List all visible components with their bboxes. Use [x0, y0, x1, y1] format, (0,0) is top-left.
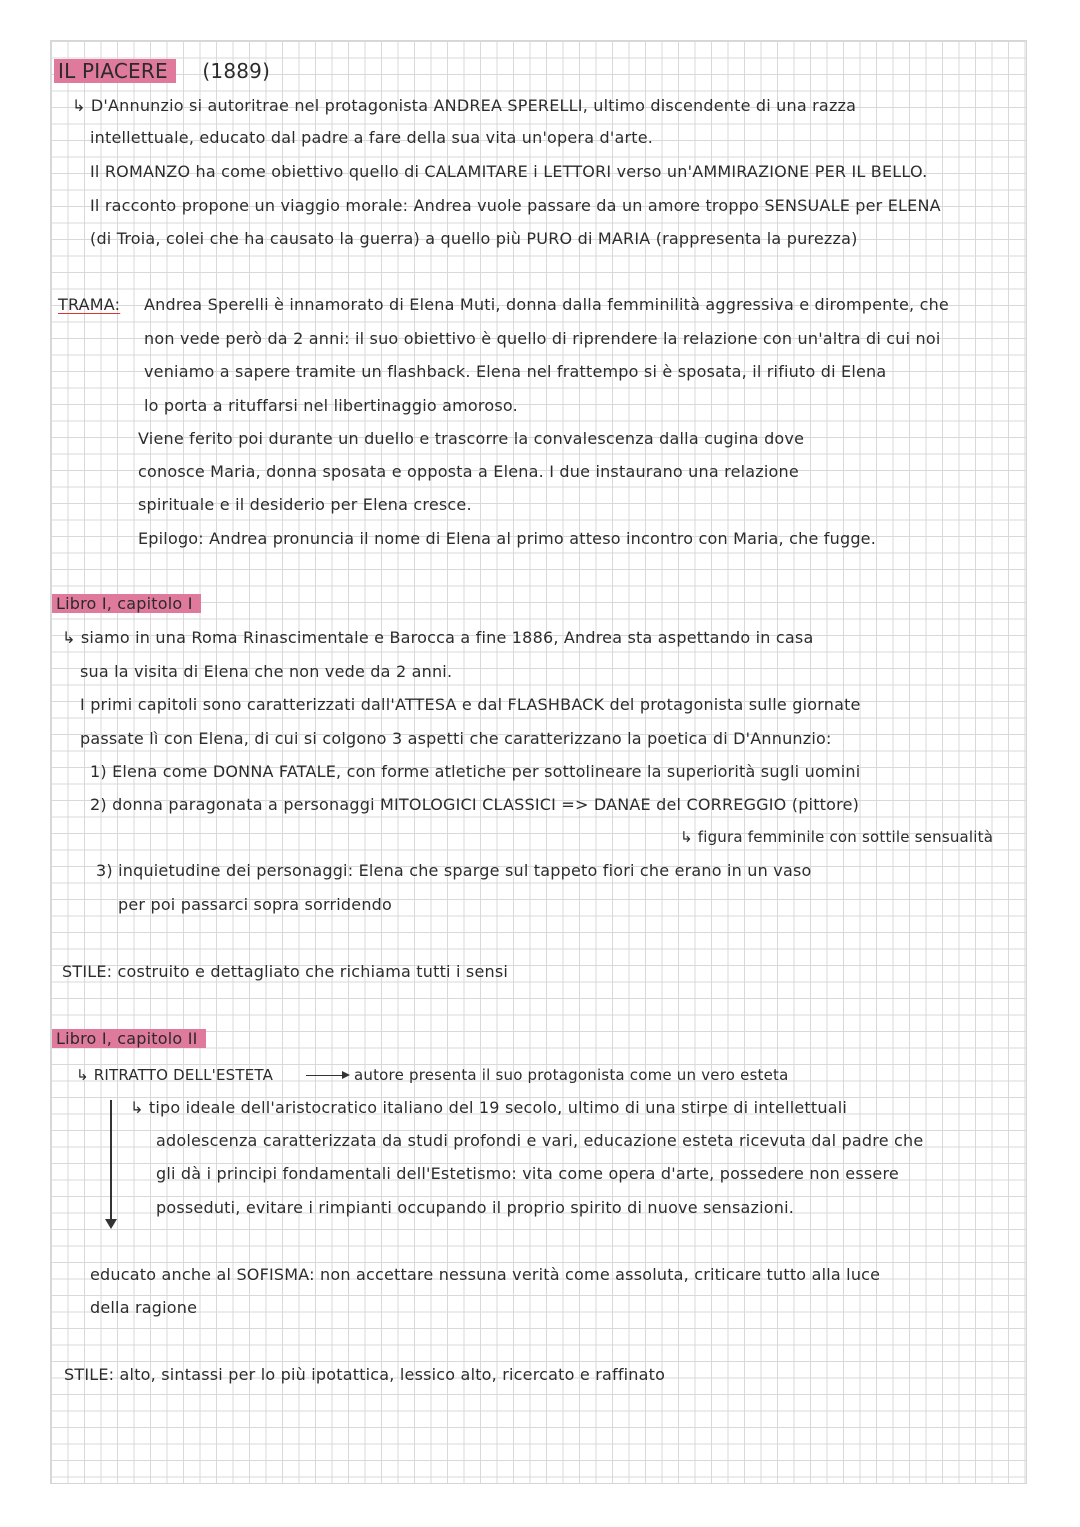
- trama-line-6: conosce Maria, donna sposata e opposta a Elena. I due instaurano una relazione: [138, 462, 799, 481]
- s2-line-7: ↳ figura femminile con sottile sensualità: [680, 828, 994, 846]
- s3-ritratto: ↳ RITRATTO DELL'ESTETA: [76, 1066, 274, 1084]
- s2-line-3: I primi capitoli sono caratterizzati dall'ATTESA e dal FLASHBACK del protagonista sulle giornate: [80, 695, 861, 714]
- s1-line-3: Il ROMANZO ha come obiettivo quello di CALAMITARE i LETTORI verso un'AMMIRAZIONE PER IL BELLO.: [90, 162, 928, 181]
- s3-stile: STILE: alto, sintassi per lo più ipotattica, lessico alto, ricercato e raffinato: [64, 1365, 666, 1384]
- s2-line-8: 3) inquietudine dei personaggi: Elena che sparge sul tappeto fiori che erano in un vaso: [96, 861, 812, 880]
- trama-line-1: Andrea Sperelli è innamorato di Elena Muti, donna dalla femminilità aggressiva e dirompente, che: [144, 295, 949, 314]
- trama-line-2: non vede però da 2 anni: il suo obiettivo è quello di riprendere la relazione con un'altra di cui noi: [144, 329, 941, 348]
- title-year: (1889): [202, 59, 271, 83]
- trama-line-5: Viene ferito poi durante un duello e trascorre la convalescenza dalla cugina dove: [138, 429, 805, 448]
- s3-sofisma-2: della ragione: [90, 1298, 198, 1317]
- s1-line-4: Il racconto propone un viaggio morale: Andrea vuole passare da un amore troppo SENSUALE per ELENA: [90, 196, 941, 215]
- s3-sofisma-1: educato anche al SOFISMA: non accettare nessuna verità come assoluta, criticare tutto alla luce: [90, 1265, 881, 1284]
- s2-line-2: sua la visita di Elena che non vede da 2 anni.: [80, 662, 453, 681]
- s2-heading: [52, 594, 201, 614]
- s2-line-5: 1) Elena come DONNA FATALE, con forme atletiche per sottolineare la superiorità sugli uomini: [90, 762, 861, 781]
- trama-line-4: lo porta a rituffarsi nel libertinaggio amoroso.: [144, 396, 518, 415]
- s3-ritratto-note: autore presenta il suo protagonista come un vero esteta: [354, 1066, 789, 1084]
- title-highlight: IL PIACERE: [54, 59, 176, 83]
- s2-heading-text: Libro I, capitolo I: [52, 594, 201, 613]
- s1-line-1: ↳ D'Annunzio si autoritrae nel protagonista ANDREA SPERELLI, ultimo discendente di una razza: [72, 96, 857, 115]
- s1-line-2: intellettuale, educato dal padre a fare della sua vita un'opera d'arte.: [90, 128, 654, 147]
- section-title-row: [54, 58, 270, 84]
- s3-heading-text: Libro I, capitolo II: [52, 1029, 206, 1048]
- s3-line-1: ↳ tipo ideale dell'aristocratico italiano del 19 secolo, ultimo di una stirpe di intellettuali: [130, 1098, 847, 1117]
- s2-line-1: ↳ siamo in una Roma Rinascimentale e Barocca a fine 1886, Andrea sta aspettando in casa: [62, 628, 814, 647]
- s3-line-3: gli dà i principi fondamentali dell'Estetismo: vita come opera d'arte, possedere non essere: [156, 1164, 899, 1183]
- trama-line-3: veniamo a sapere tramite un flashback. Elena nel frattempo si è sposata, il rifiuto di Elena: [144, 362, 887, 381]
- trama-line-7: spirituale e il desiderio per Elena cresce.: [138, 495, 472, 514]
- trama-line-8: Epilogo: Andrea pronuncia il nome di Elena al primo atteso incontro con Maria, che fugge.: [138, 529, 877, 548]
- arrow-down-icon: [110, 1100, 112, 1225]
- s2-line-6: 2) donna paragonata a personaggi MITOLOGICI CLASSICI => DANAE del CORREGGIO (pittore): [90, 795, 860, 814]
- trama-label: TRAMA:: [58, 295, 121, 314]
- s2-stile: STILE: costruito e dettagliato che richiama tutti i sensi: [62, 962, 509, 981]
- s2-line-4: passate lì con Elena, di cui si colgono 3 aspetti che caratterizzano la poetica di D'Annunzio:: [80, 729, 832, 748]
- s1-line-5: (di Troia, colei che ha causato la guerra) a quello più PURO di MARIA (rappresenta la purezza): [90, 229, 858, 248]
- s3-heading: [52, 1029, 206, 1049]
- arrow-right-icon: [306, 1075, 344, 1076]
- s2-line-9: per poi passarci sopra sorridendo: [118, 895, 393, 914]
- s3-line-2: adolescenza caratterizzata da studi profondi e vari, educazione esteta ricevuta dal padre che: [156, 1131, 924, 1150]
- s3-line-4: posseduti, evitare i rimpianti occupando il proprio spirito di nuove sensazioni.: [156, 1198, 795, 1217]
